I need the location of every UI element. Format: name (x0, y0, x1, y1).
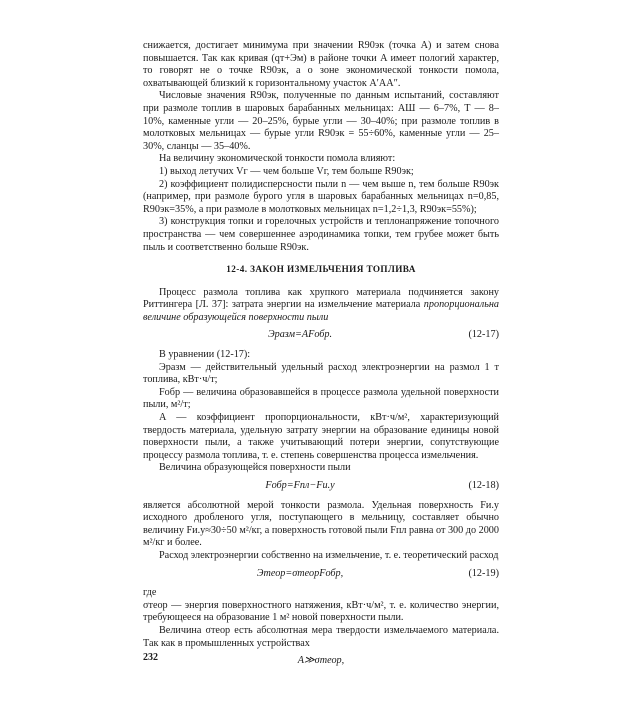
formula-number: (12-17) (468, 329, 499, 341)
definition-coefficient: A — коэффициент пропорциональности, кВт·ч/м², характеризующий твердость материала, удельную затрату энергии на образование единицы новой поверхности пыли, а также учитывающий потери энергии, сопутствующие процессу размола топлива, т. е. степень совершенства процесса измельчения. (143, 412, 499, 461)
law-emphasis: пропорциональна величине образующейся поверхности пыли (143, 299, 499, 323)
paragraph-sigma: Величина σтеор есть абсолютная мера твердости измельчаемого материала. Так как в промышленных устройствах (143, 624, 499, 649)
text-column (143, 40, 499, 675)
definition-energy: Эразм — действительный удельный расход электроэнергии на размол 1 т топлива, кВт·ч/т; (143, 361, 499, 386)
list-item-furnace: 3) конструкция топки и горелочных устройств и теплонапряжение топочного пространства — чем совершеннее аэродинамика топки, тем грубее может быть пыль и соответственно больше R90эк. (143, 216, 499, 253)
paragraph-intro-continuation: снижается, достигает минимума при значении R90эк (точка A) и затем снова повышается. Так как кривая (qт+Эм) в районе точки A имеет пологий характер, то говорят не о точке R90эк, а о зоне экономической тонкости помола, охватывающей близкий к горизонтальному участок A′AA″. (143, 40, 499, 89)
paragraph-numeric-values: Числовые значения R90эк, полученные по данным испытаний, составляют при размоле топлив в шаровых барабанных мельницах: АШ — 6–7%, Т — 8–10%, каменные угли — 20–25%, бурые угли — 30–40%; при размоле топлив в молотковых мельницах — бурые угли R90эк = 55÷60%, каменные угли — 25–30%, сланцы — 35–40%. (143, 90, 499, 152)
definition-sigma: σтеор — энергия поверхностного натяжения, кВт·ч/м², т. е. количество энергии, требующееся на образование 1 м² новой поверхности пыли. (143, 599, 499, 624)
paragraph-theoretical: Расход электроэнергии собственно на измельчение, т. е. теоретический расход (159, 549, 499, 561)
where-label: где (143, 587, 157, 599)
list-item-polydispersity: 2) коэффициент полидисперсности пыли n — чем выше n, тем больше R90эк (например, при размоле бурого угля в шаровых барабанных мельницах n=0,85, R90эк=35%, а при размоле в молотковых мельницах n=1,2÷1,3, R90эк=55%); (143, 178, 499, 215)
formula-12-19 (143, 568, 499, 581)
definition-surface: Fобр — величина образовавшейся в процессе размола удельной поверхности пыли, м²/т; (143, 386, 499, 411)
formula-12-17 (143, 329, 499, 342)
formula-inequality (143, 655, 499, 668)
formula-12-18 (143, 480, 499, 493)
section-heading: 12-4. ЗАКОН ИЗМЕЛЬЧЕНИЯ ТОПЛИВА (226, 264, 416, 275)
list-item-volatile: 1) выход летучих Vг — чем больше Vг, тем больше R90эк; (159, 165, 414, 177)
formula-expression: Эразм=AFобр. (267, 329, 333, 341)
formula-expression: A≫σтеор, (297, 655, 345, 667)
law-text: Процесс размола топлива как хрупкого материала подчиняется закону Риттингера [Л. 37]: затрата энергии на измельчение материала (143, 286, 499, 311)
page-number: 232 (143, 652, 158, 663)
formula-expression: Этеор=σтеорFобр, (256, 567, 344, 579)
paragraph-influences: На величину экономической тонкости помола влияют: (159, 153, 396, 165)
paragraph-rittinger-law (143, 287, 499, 325)
paragraph-surface: Величина образующейся поверхности пыли (159, 462, 351, 474)
formula-expression: Fобр=Fпл−Fи.у (265, 480, 335, 491)
formula-number: (12-19) (468, 567, 499, 579)
paragraph-absolute-measure: является абсолютной мерой тонкости размола. Удельная поверхность Fи.у исходного дробленого угля, поступающего в мельницу, составляет обычно величину Fи.у≈30÷50 м²/кг, а поверхность готовой пыли Fпл равна от 300 до 2000 м²/кг и более. (143, 499, 499, 549)
where-intro: В уравнении (12-17): (159, 349, 251, 361)
formula-number: (12-18) (468, 480, 499, 491)
